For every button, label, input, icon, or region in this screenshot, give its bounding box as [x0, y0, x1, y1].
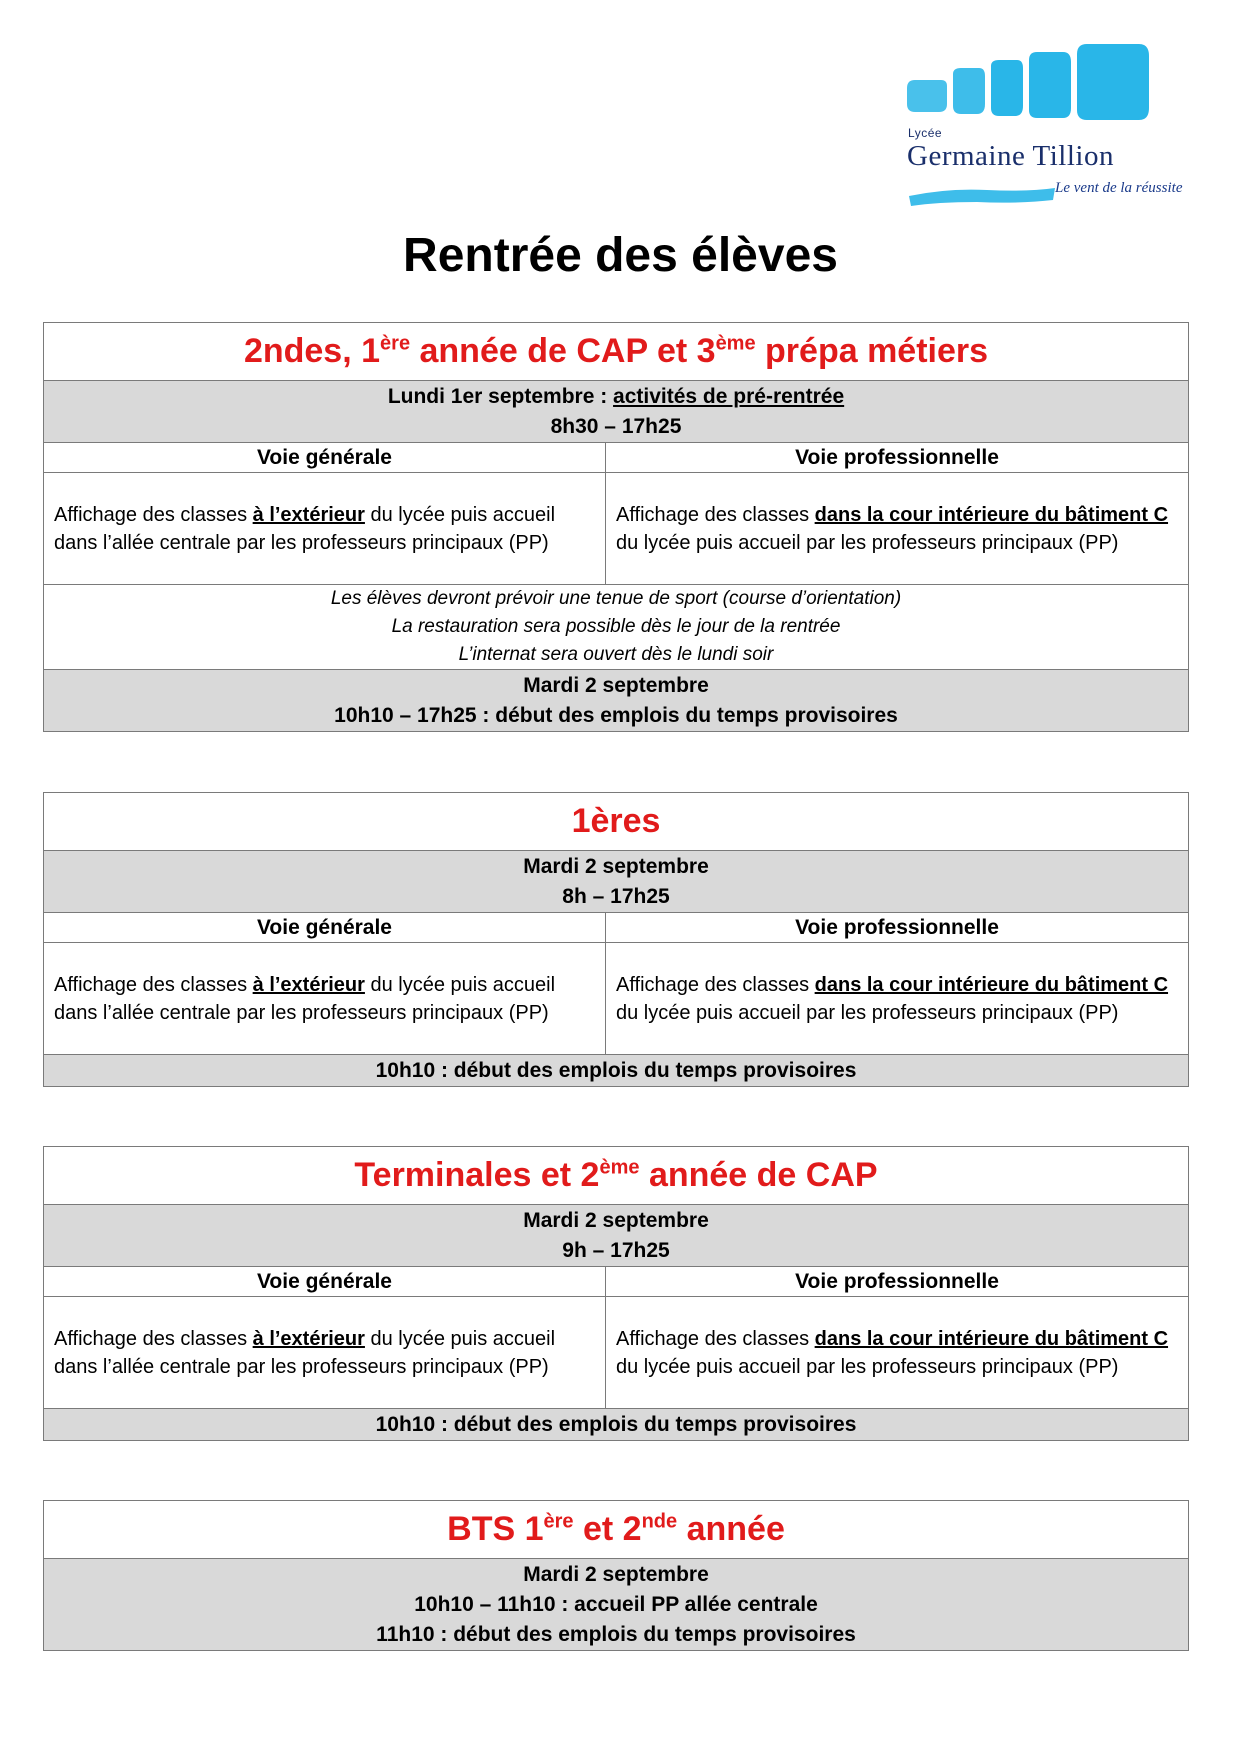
desc-professionnelle: Affichage des classes dans la cour intérieure du bâtiment C du lycée puis accueil par les professeurs principaux (PP)	[606, 473, 1189, 585]
page-title: Rentrée des élèves	[403, 229, 838, 282]
section-terminales	[43, 1146, 1189, 1441]
logo-sails-graphic	[905, 42, 1195, 132]
logo-lycee-label: Lycée	[908, 126, 943, 140]
logo-school-name: Germaine Tillion	[907, 140, 1114, 172]
footer-band: 10h10 : début des emplois du temps provisoires	[44, 1055, 1189, 1087]
desc-generale: Affichage des classes à l’extérieur du lycée puis accueil dans l’allée centrale par les professeurs principaux (PP)	[44, 943, 606, 1055]
notes: Les élèves devront prévoir une tenue de sport (course d’orientation) La restauration sera possible dès le jour de la rentrée L’internat sera ouvert dès le lundi soir	[44, 585, 1189, 670]
section-2ndes	[43, 322, 1189, 732]
section-heading: Terminales et 2ème année de CAP	[44, 1147, 1189, 1205]
logo-tagline: Le vent de la réussite	[1055, 180, 1183, 196]
footer-band: Mardi 2 septembre 10h10 – 17h25 : début des emplois du temps provisoires	[44, 670, 1189, 732]
section-heading: BTS 1ère et 2nde année	[44, 1501, 1189, 1559]
desc-professionnelle: Affichage des classes dans la cour intérieure du bâtiment C du lycée puis accueil par les professeurs principaux (PP)	[606, 1297, 1189, 1409]
date-band: Lundi 1er septembre : activités de pré-rentrée 8h30 – 17h25	[44, 381, 1189, 443]
col-voie-professionnelle: Voie professionnelle	[606, 913, 1189, 943]
col-voie-generale: Voie générale	[44, 913, 606, 943]
section-1eres	[43, 792, 1189, 1087]
school-logo	[905, 42, 1195, 212]
desc-generale: Affichage des classes à l’extérieur du lycée puis accueil dans l’allée centrale par les professeurs principaux (PP)	[44, 1297, 606, 1409]
col-voie-generale: Voie générale	[44, 1267, 606, 1297]
section-heading: 2ndes, 1ère année de CAP et 3ème prépa métiers	[44, 323, 1189, 381]
col-voie-professionnelle: Voie professionnelle	[606, 443, 1189, 473]
logo-brush-stroke	[907, 180, 1057, 210]
desc-generale: Affichage des classes à l’extérieur du lycée puis accueil dans l’allée centrale par les professeurs principaux (PP)	[44, 473, 606, 585]
col-voie-professionnelle: Voie professionnelle	[606, 1267, 1189, 1297]
desc-professionnelle: Affichage des classes dans la cour intérieure du bâtiment C du lycée puis accueil par les professeurs principaux (PP)	[606, 943, 1189, 1055]
section-heading: 1ères	[44, 793, 1189, 851]
date-band: Mardi 2 septembre 8h – 17h25	[44, 851, 1189, 913]
section-bts	[43, 1500, 1189, 1651]
col-voie-generale: Voie générale	[44, 443, 606, 473]
date-band: Mardi 2 septembre 10h10 – 11h10 : accueil PP allée centrale 11h10 : début des emplois du temps provisoires	[44, 1559, 1189, 1651]
date-band: Mardi 2 septembre 9h – 17h25	[44, 1205, 1189, 1267]
footer-band: 10h10 : début des emplois du temps provisoires	[44, 1409, 1189, 1441]
